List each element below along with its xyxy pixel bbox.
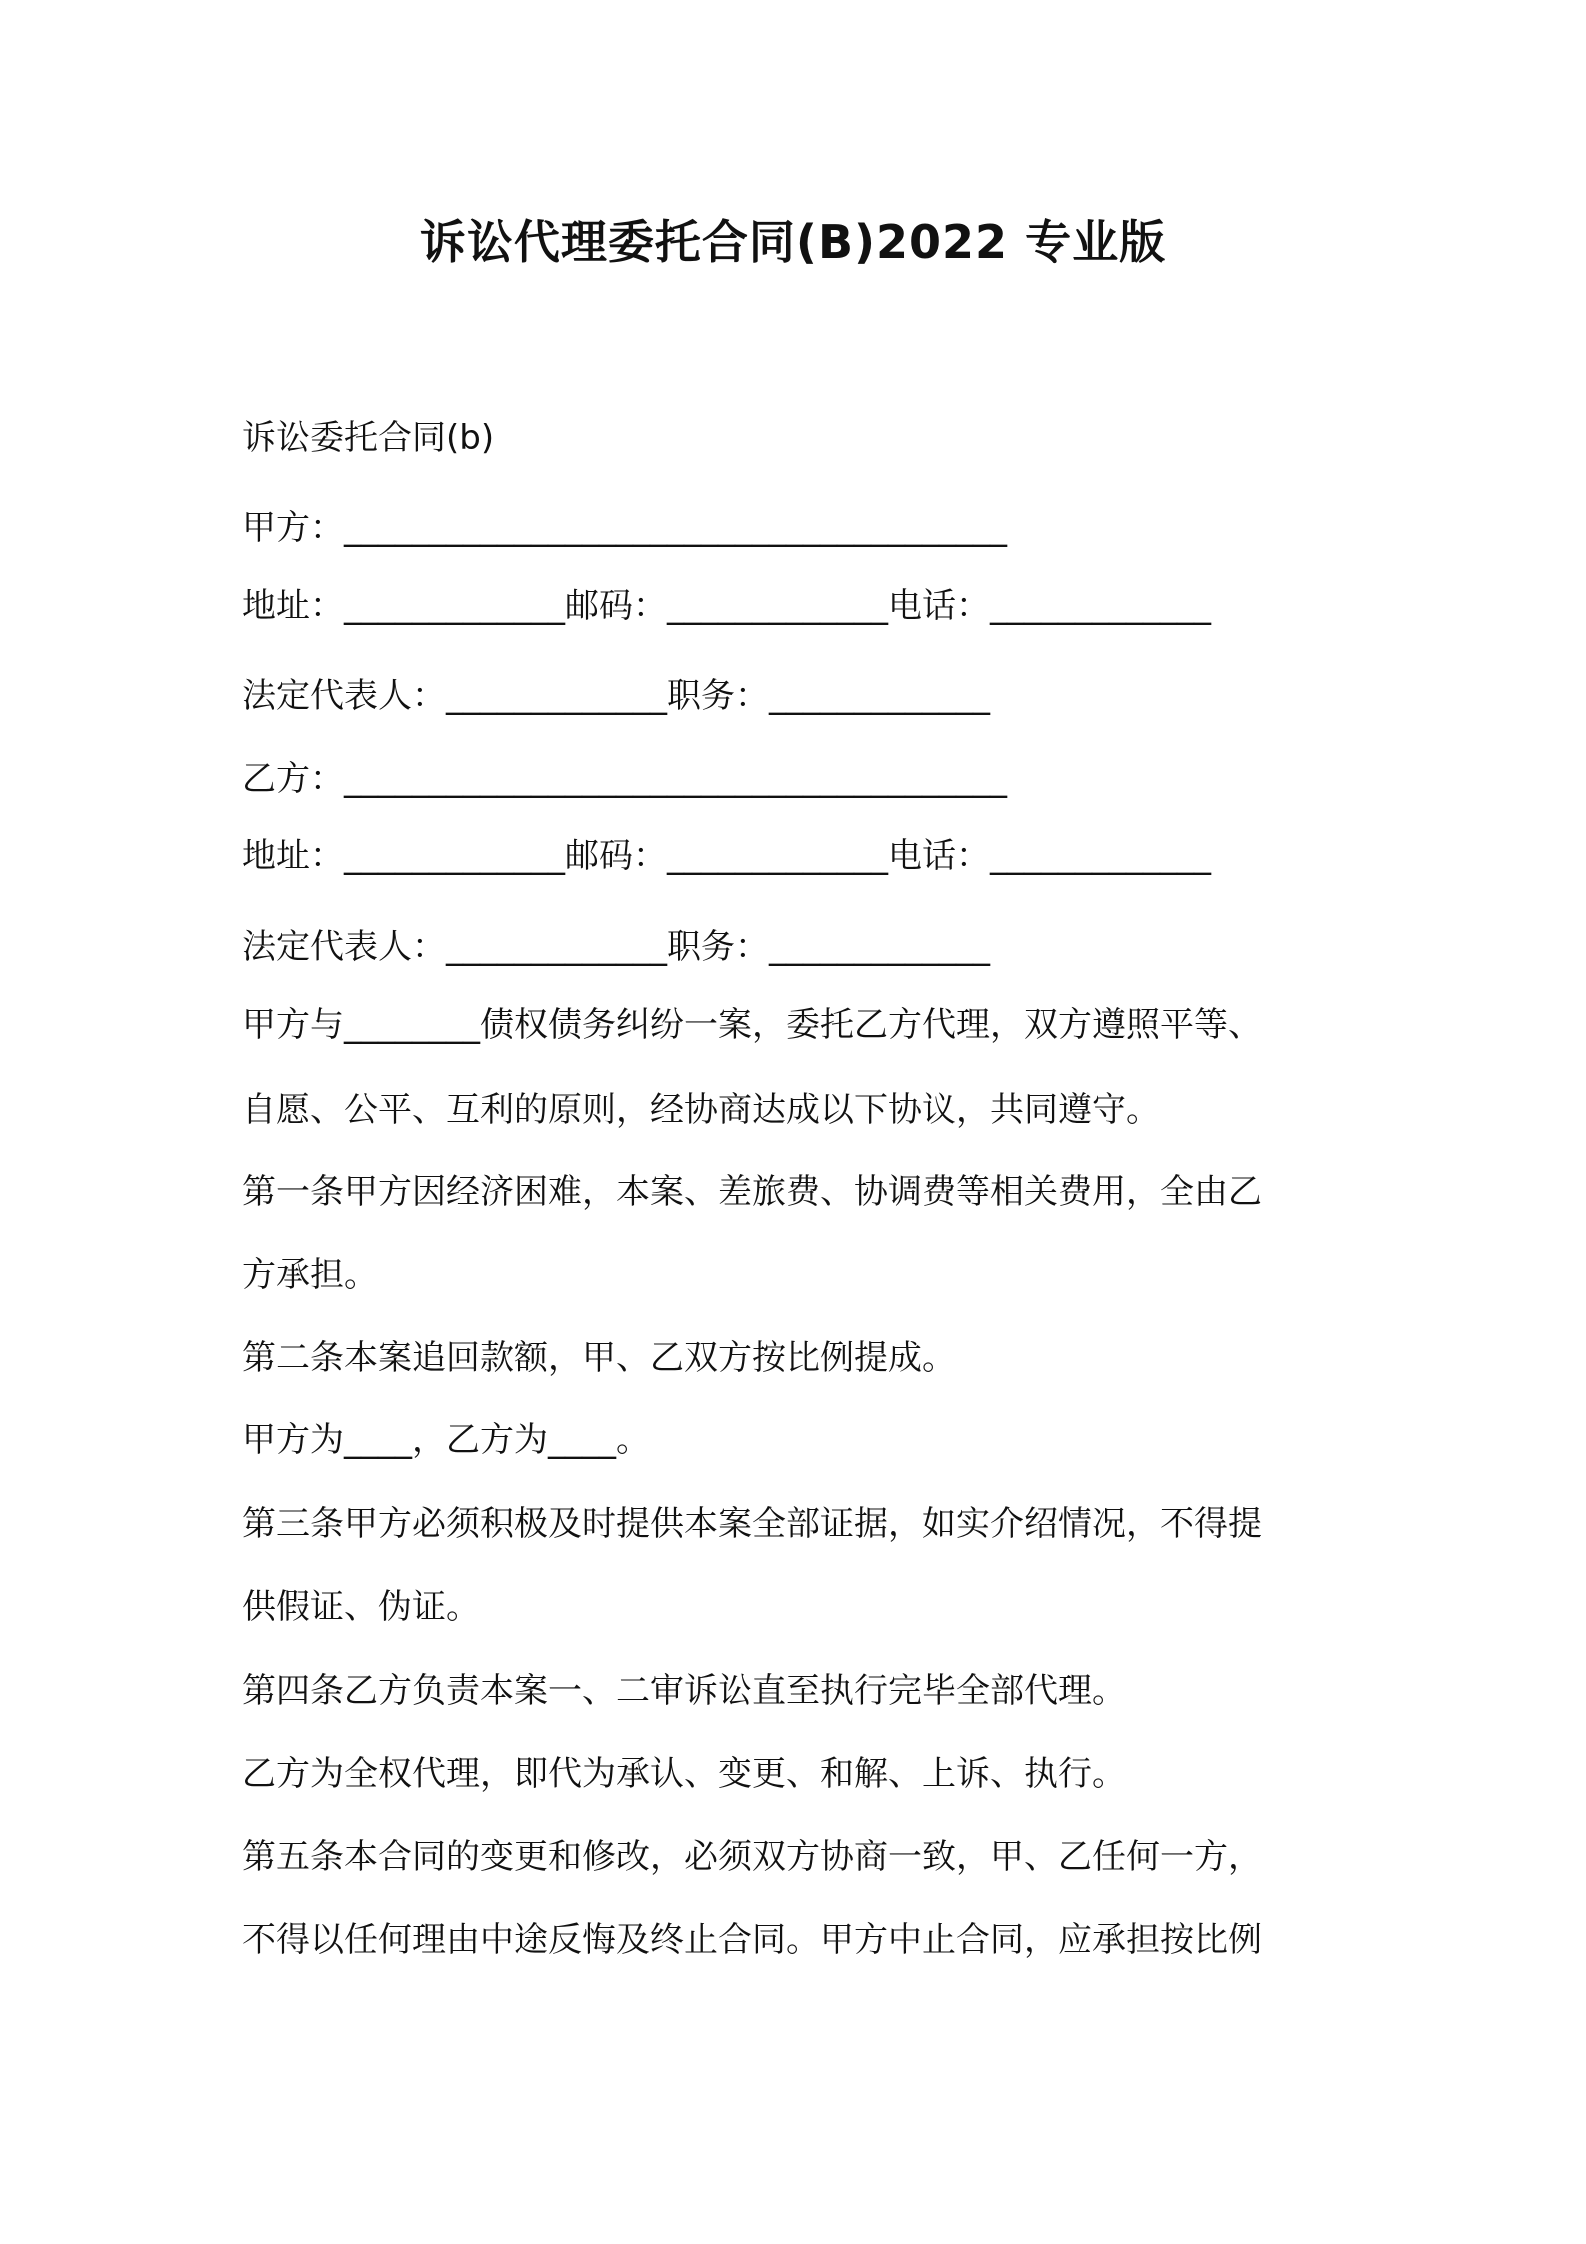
- document-title: 诉讼代理委托合同(B)2022 专业版: [419, 215, 1167, 269]
- party-a-name-line: 甲方：_______________________________________: [242, 508, 1007, 548]
- party-b-rep-line: 法定代表人：_____________职务：_____________: [242, 927, 990, 967]
- document-subtitle: 诉讼委托合同(b): [242, 418, 495, 458]
- body-line: 第五条本合同的变更和修改，必须双方协商一致，甲、乙任何一方，: [242, 1837, 1262, 1877]
- body-line: 第二条本案追回款额，甲、乙双方按比例提成。: [242, 1338, 956, 1378]
- party-a-contact-line: 地址：_____________邮码：_____________电话：_____________: [242, 586, 1211, 626]
- body-line: 自愿、公平、互利的原则，经协商达成以下协议，共同遵守。: [242, 1090, 1160, 1130]
- body-line: 方承担。: [242, 1255, 378, 1295]
- body-line: 甲方为____，乙方为____。: [242, 1420, 650, 1460]
- body-line: 供假证、伪证。: [242, 1587, 480, 1627]
- party-a-rep-line: 法定代表人：_____________职务：_____________: [242, 676, 990, 716]
- party-b-contact-line: 地址：_____________邮码：_____________电话：_____________: [242, 836, 1211, 876]
- party-b-name-line: 乙方：_______________________________________: [242, 759, 1007, 799]
- body-line: 第三条甲方必须积极及时提供本案全部证据，如实介绍情况，不得提: [242, 1504, 1262, 1544]
- body-line: 甲方与________债权债务纠纷一案，委托乙方代理，双方遵照平等、: [242, 1005, 1262, 1045]
- body-line: 第一条甲方因经济困难，本案、差旅费、协调费等相关费用，全由乙: [242, 1172, 1262, 1212]
- body-line: 乙方为全权代理，即代为承认、变更、和解、上诉、执行。: [242, 1754, 1126, 1794]
- body-line: 不得以任何理由中途反悔及终止合同。甲方中止合同，应承担按比例: [242, 1920, 1262, 1960]
- body-line: 第四条乙方负责本案一、二审诉讼直至执行完毕全部代理。: [242, 1671, 1126, 1711]
